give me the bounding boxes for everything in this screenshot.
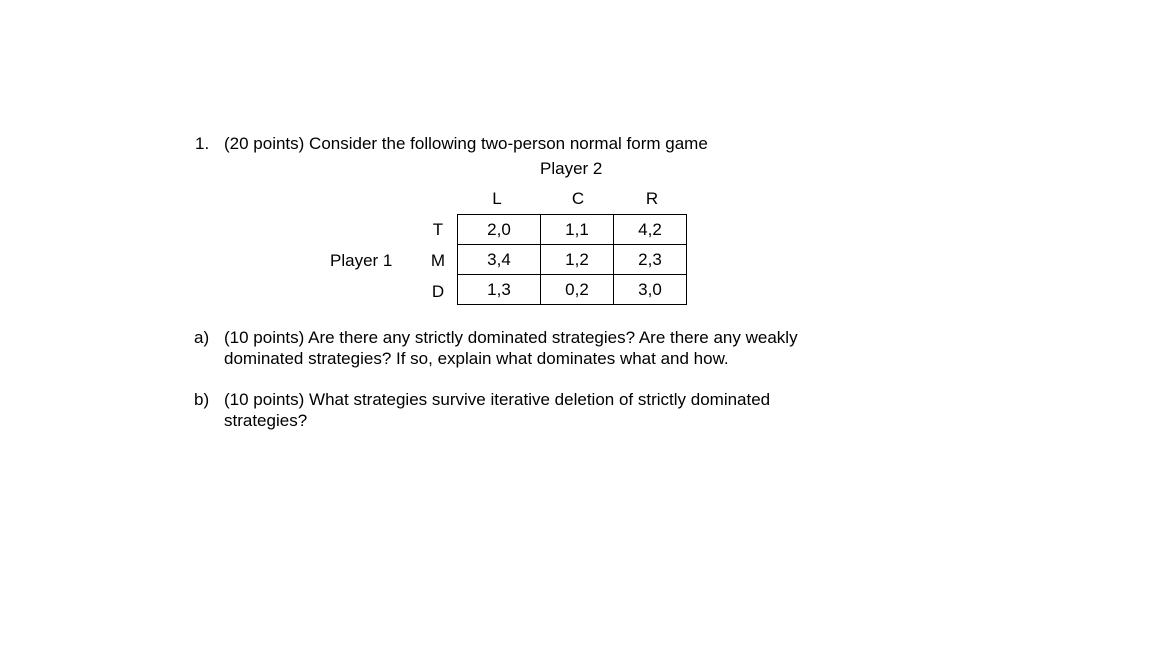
- part-a-line2: dominated strategies? If so, explain what dominates what and how.: [224, 349, 729, 368]
- question-text: (20 points) Consider the following two-person normal form game: [224, 134, 708, 153]
- part-b-label: b): [194, 390, 210, 409]
- player1-label: Player 1: [330, 251, 393, 270]
- part-b-line1: (10 points) What strategies survive iterative deletion of strictly dominated: [224, 390, 771, 409]
- row-label-D: D: [431, 282, 445, 301]
- part-a-label: a): [194, 328, 210, 347]
- column-label-R: R: [645, 189, 659, 208]
- player2-label: Player 2: [540, 159, 603, 178]
- table-row: [458, 275, 687, 305]
- table-row: [458, 245, 687, 275]
- part-b-line2: strategies?: [224, 411, 308, 430]
- payoff-cell: 2,0: [458, 215, 541, 245]
- payoff-cell: 2,3: [614, 245, 687, 275]
- payoff-cell: 1,2: [541, 245, 614, 275]
- payoff-cell: 1,1: [541, 215, 614, 245]
- payoff-cell: 4,2: [614, 215, 687, 245]
- row-label-M: M: [430, 251, 446, 270]
- table-row: [458, 215, 687, 245]
- payoff-cell: 3,4: [458, 245, 541, 275]
- payoff-cell: 1,3: [458, 275, 541, 305]
- column-label-L: L: [492, 189, 502, 208]
- question-number: 1.: [195, 134, 210, 153]
- payoff-cell: 0,2: [541, 275, 614, 305]
- payoff-cell: 3,0: [614, 275, 687, 305]
- part-a-line1: (10 points) Are there any strictly dominated strategies? Are there any weakly: [224, 328, 798, 347]
- row-label-T: T: [432, 220, 444, 239]
- payoff-matrix: [457, 214, 687, 305]
- column-label-C: C: [571, 189, 585, 208]
